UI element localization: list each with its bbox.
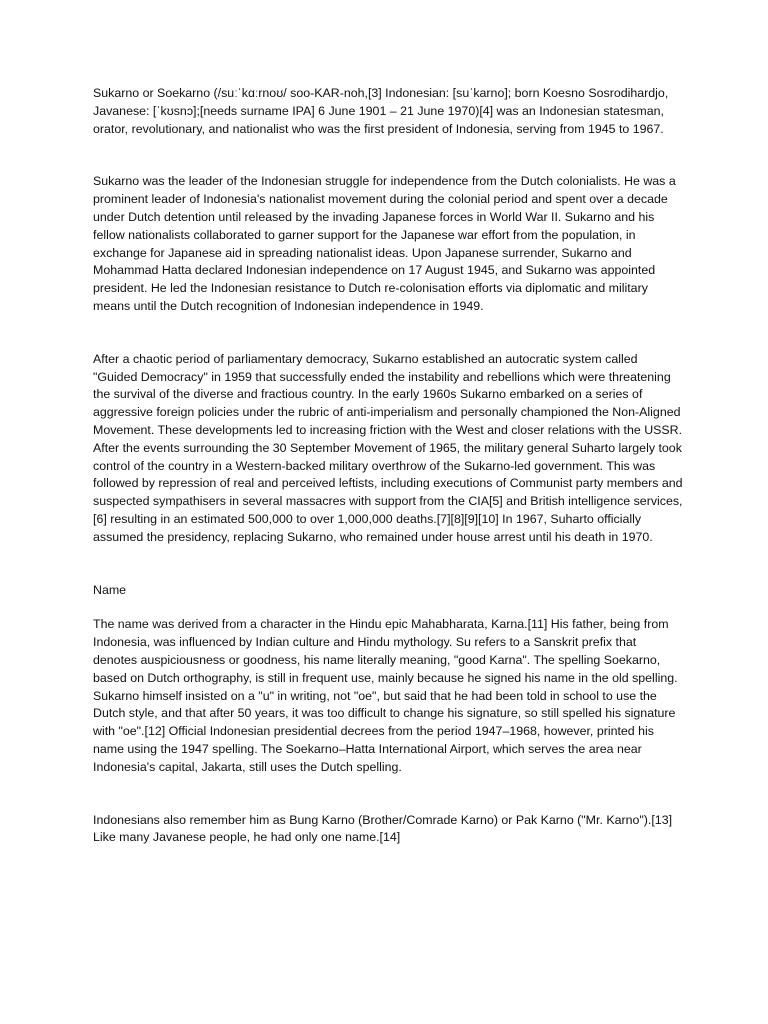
nickname-paragraph: Indonesians also remember him as Bung Karno (Brother/Comrade Karno) or Pak Karno ("Mr. Karno").[13] Like many Javanese people, he had only one name.[14]	[93, 812, 673, 845]
independence-paragraph: Sukarno was the leader of the Indonesian struggle for independence from the Dutch colonialists. He was a prominent leader of Indonesia's nationalist movement during the colonial period and spent over a decade under Dutch detention until released by the invading Japanese forces in World War II. Sukarno and his fellow nationalists collaborated to garner support for the Japanese war effort from the population, in exchange for Japanese aid in spreading nationalist ideas. Upon Japanese surrender, Sukarno and Mohammad Hatta declared Indonesian independence on 17 August 1945, and Sukarno was appointed president. He led the Indonesian resistance to Dutch re-colonisation efforts via diplomatic and military means until the Dutch recognition of Indonesian independence in 1949.	[93, 174, 676, 313]
document-page	[93, 85, 683, 847]
intro-paragraph: Sukarno or Soekarno (/suːˈkɑːrnoʊ/ soo-KAR-noh,[3] Indonesian: [suˈkarno]; born Koesno Sosrodihardjo, Javanese: [ˈkʊsnɔ];[needs surname IPA] 6 June 1901 – 21 June 1970)[4] was an Indonesian statesman, orator, revolutionary, and nationalist who was the first president of Indonesia, serving from 1945 to 1967.	[93, 86, 669, 136]
section-heading-name: Name	[93, 582, 127, 597]
name-origin-paragraph: The name was derived from a character in the Hindu epic Mahabharata, Karna.[11] His father, being from Indonesia, was influenced by Indian culture and Hindu mythology. Su refers to a Sanskrit prefix that denotes auspiciousness or goodness, his name literally meaning, "good Karna". The spelling Soekarno, based on Dutch orthography, is still in frequent use, mainly because he signed his name in the old spelling. Sukarno himself insisted on a "u" in writing, not "oe", but said that he had been told in school to use the Dutch style, and that after 50 years, it was too difficult to change his signature, so still spelled his signature with "oe".[12] Official Indonesian presidential decrees from the period 1947–1968, however, printed his name using the 1947 spelling. The Soekarno–Hatta International Airport, which serves the area near Indonesia's capital, Jakarta, still uses the Dutch spelling.	[93, 617, 678, 774]
guided-democracy-paragraph: After a chaotic period of parliamentary democracy, Sukarno established an autocratic system called "Guided Democracy" in 1959 that successfully ended the instability and rebellions which were threatening the survival of the diverse and fractious country. In the early 1960s Sukarno embarked on a series of aggressive foreign policies under the rubric of anti-imperialism and personally championed the Non-Aligned Movement. These developments led to increasing friction with the West and closer relations with the USSR. After the events surrounding the 30 September Movement of 1965, the military general Suharto largely took control of the country in a Western-backed military overthrow of the Sukarno-led government. This was followed by repression of real and perceived leftists, including executions of Communist party members and suspected sympathisers in several massacres with support from the CIA[5] and British intelligence services,[6] resulting in an estimated 500,000 to over 1,000,000 deaths.[7][8][9][10] In 1967, Suharto officially assumed the presidency, replacing Sukarno, who remained under house arrest until his death in 1970.	[93, 351, 683, 544]
